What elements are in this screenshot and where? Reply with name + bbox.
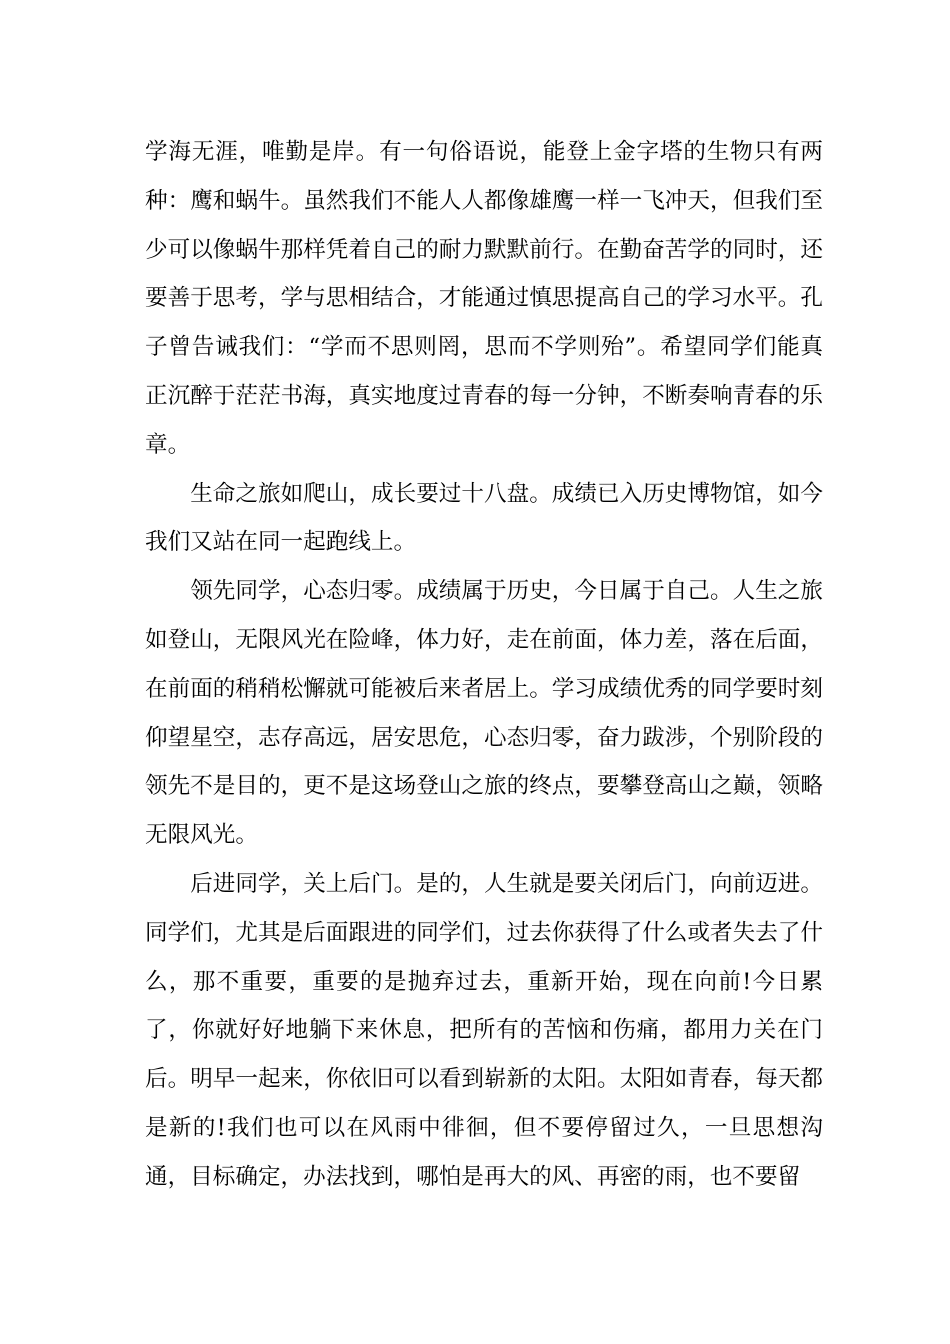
paragraph-leading-students: 领先同学，心态归零。成绩属于历史，今日属于自己。人生之旅如登山，无限风光在险峰，体力好，走在前面，体力差，落在后面，在前面的稍稍松懈就可能被后来者居上。学习成绩优秀的同学要时刻仰望星空，志存高远，居安思危，心态归零，奋力跋涉，个别阶段的领先不是目的，更不是这场登山之旅的终点，要攀登高山之巅，领略无限风光。: [145, 578, 823, 849]
paragraph-lagging-students: 后进同学，关上后门。是的，人生就是要关闭后门，向前迈进。同学们，尤其是后面跟进的同学们，过去你获得了什么或者失去了什么，那不重要，重要的是抛弃过去，重新开始，现在向前!今日累了，你就好好地躺下来休息，把所有的苦恼和伤痛，都用力关在门后。明早一起来，你依旧可以看到崭新的太阳。太阳如青春，每天都是新的!我们也可以在风雨中徘徊，但不要停留过久，一旦思想沟通，目标确定，办法找到，哪怕是再大的风、再密的雨，也不要留: [145, 870, 823, 1190]
document-page: [145, 128, 823, 1202]
paragraph-life-journey: 生命之旅如爬山，成长要过十八盘。成绩已入历史博物馆，如今我们又站在同一起跑线上。: [145, 480, 823, 556]
paragraph-study-diligence: 学海无涯，唯勤是岸。有一句俗语说，能登上金字塔的生物只有两种：鹰和蜗牛。虽然我们不能人人都像雄鹰一样一飞冲天，但我们至少可以像蜗牛那样凭着自己的耐力默默前行。在勤奋苦学的同时，还要善于思考，学与思相结合，才能通过慎思提高自己的学习水平。孔子曾告诫我们：“学而不思则罔，思而不学则殆”。希望同学们能真正沉醉于茫茫书海，真实地度过青春的每一分钟，不断奏响青春的乐章。: [145, 139, 823, 458]
